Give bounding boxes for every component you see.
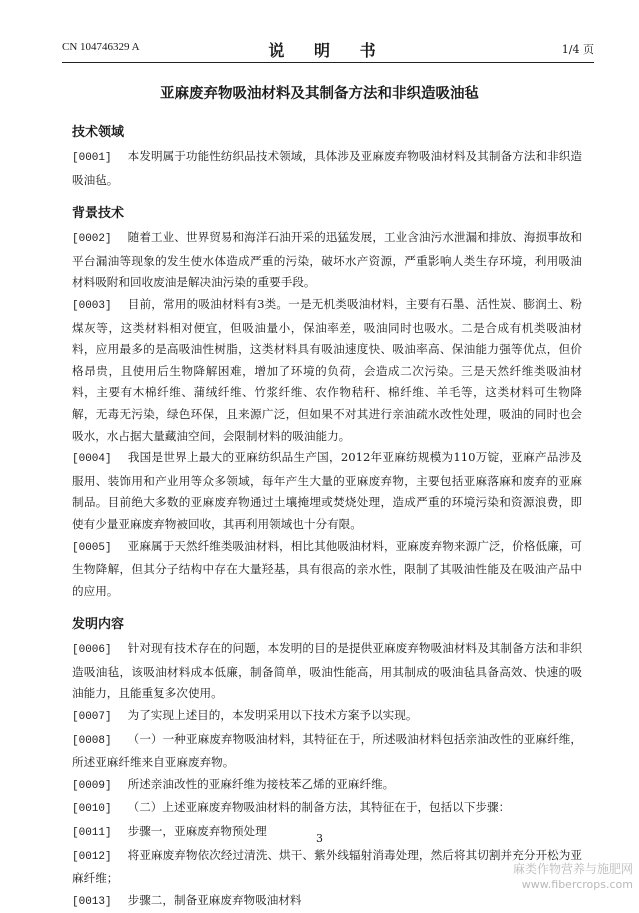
paragraph-id: [0010] bbox=[72, 803, 112, 816]
paragraph-id: [0003] bbox=[72, 299, 112, 312]
paragraph-id: [0006] bbox=[72, 644, 112, 657]
paragraph-id: [0012] bbox=[72, 850, 112, 863]
paragraph-id: [0001] bbox=[72, 152, 112, 164]
watermark bbox=[513, 862, 633, 892]
section-gap bbox=[72, 602, 582, 610]
header-divider bbox=[62, 62, 594, 63]
paragraph bbox=[72, 797, 582, 821]
page-header bbox=[62, 38, 594, 60]
watermark-name: 麻类作物营养与施肥网 bbox=[512, 862, 633, 876]
paragraph bbox=[72, 294, 582, 447]
document-title: 亚麻废弃物吸油材料及其制备方法和非织造吸油毡 bbox=[160, 86, 479, 102]
document-type: 说 明 书 bbox=[268, 41, 388, 60]
paragraph bbox=[72, 890, 582, 913]
paragraph-text: 随着工业、世界贸易和海洋石油开采的迅猛发展，工业含油污水泄漏和排放、海损事故和平台漏油等现象的发生使水体造成严重的污染，破坏水产资源，严重影响人类生存环境，利用吸油材料吸附和回收废油是解决油污染的重要手段。 bbox=[72, 230, 582, 290]
paragraph-text: （二）上述亚麻废弃物吸油材料的制备方法，其特征在于，包括以下步骤： bbox=[127, 800, 511, 815]
paragraph bbox=[72, 447, 582, 535]
paragraph-text: 所述亲油改性的亚麻纤维为接枝苯乙烯的亚麻纤维。 bbox=[127, 776, 395, 791]
paragraph-id: [0013] bbox=[72, 895, 112, 908]
section-heading: 发明内容 bbox=[72, 617, 125, 633]
paragraph bbox=[72, 227, 582, 294]
paragraph-text: 目前，常用的吸油材料有3类。一是无机类吸油材料，主要有石墨、活性炭、膨润土、粉煤灰等，这类材料相对便宜，但吸油量小，保油率差，吸油同时也吸水。二是合成有机类吸油材料，应用最多的是高吸油性树脂，这类材料具有吸油速度快、吸油率高、保油能力强等优点，但价格昂贵，且使用后生物降解困难，增加了环境的负荷，会造成二次污染。三是天然纤维类吸油材料，主要有木棉纤维、蒲绒纤维、竹浆纤维、农作物秸秆、棉纤维、羊毛等，这类材料可生物降解，无毒无污染，绿色环保，且来源广泛，但如果不对其进行亲油疏水改性处理，吸油的同时也会吸水，水占据大量藏油空间，会限制材料的吸油能力。 bbox=[72, 296, 582, 443]
paragraph-id: [0002] bbox=[72, 233, 112, 246]
paragraph-text: 步骤二，制备亚麻废弃物吸油材料 bbox=[127, 892, 302, 907]
watermark-url: www.fibercrops.com bbox=[521, 878, 633, 891]
paragraph-id: [0005] bbox=[72, 541, 112, 554]
paragraph-text: （一）一种亚麻废弃物吸油材料，其特征在于，所述吸油材料包括亲油改性的亚麻纤维，所述亚麻纤维来自亚麻废弃物。 bbox=[72, 731, 582, 770]
paragraph-text: 步骤一，亚麻废弃物预处理 bbox=[127, 824, 267, 839]
paragraph bbox=[72, 845, 582, 890]
paragraph-text: 我国是世界上最大的亚麻纺织品生产国，2012年亚麻纺规模为110万锭，亚麻产品涉及服用、装饰用和产业用等众多领域，每年产生大量的亚麻废弃物，主要包括亚麻落麻和废弃的亚麻制品。目前绝大多数的亚麻废弃物通过土壤掩埋或焚烧处理，造成严重的环境污染和资源浪费，即使有少量亚麻废弃物被回收，其再利用领域也十分有限。 bbox=[72, 450, 582, 531]
paragraph bbox=[72, 774, 582, 798]
paragraph bbox=[72, 729, 582, 774]
paragraph-text: 本发明属于功能性纺织品技术领域，具体涉及亚麻废弃物吸油材料及其制备方法和非织造吸油毡。 bbox=[72, 149, 582, 187]
paragraph-id: [0004] bbox=[72, 453, 112, 466]
paragraph-id: [0007] bbox=[72, 711, 112, 724]
paragraph-id: [0008] bbox=[72, 734, 112, 747]
paragraph-text: 亚麻属于天然纤维类吸油材料，相比其他吸油材料，亚麻废弃物来源广泛，价格低廉，可生物降解，但其分子结构中存在大量羟基，具有很高的亲水性，限制了其吸油性能及在吸油产品中的应用。 bbox=[72, 538, 582, 598]
paragraph-text: 针对现有技术存在的问题，本发明的目的是提供亚麻废弃物吸油材料及其制备方法和非织造吸油毡，该吸油材料成本低廉，制备简单，吸油性能高，用其制成的吸油毡具备高效、快速的吸油能力，且能重复多次使用。 bbox=[72, 641, 582, 701]
paragraph-text: 为了实现上述目的，本发明采用以下技术方案予以实现。 bbox=[127, 708, 418, 723]
patent-number: CN 104746329 A bbox=[62, 41, 140, 53]
paragraph bbox=[72, 638, 582, 705]
paragraph-id: [0011] bbox=[72, 827, 112, 840]
paragraph bbox=[72, 705, 582, 729]
paragraph-id: [0009] bbox=[72, 779, 112, 792]
paragraph bbox=[72, 146, 582, 191]
paragraph bbox=[72, 536, 582, 603]
paragraph-text: 将亚麻废弃物依次经过清洗、烘干、紫外线辐射消毒处理，然后将其切割并充分开松为亚麻纤维； bbox=[72, 847, 582, 886]
document-body bbox=[72, 118, 582, 913]
section-heading: 技术领域 bbox=[72, 125, 125, 140]
section-gap bbox=[72, 191, 582, 199]
section-heading: 背景技术 bbox=[72, 206, 125, 222]
page-indicator: 1/4 页 bbox=[561, 43, 594, 56]
page-number: 3 bbox=[316, 832, 323, 845]
